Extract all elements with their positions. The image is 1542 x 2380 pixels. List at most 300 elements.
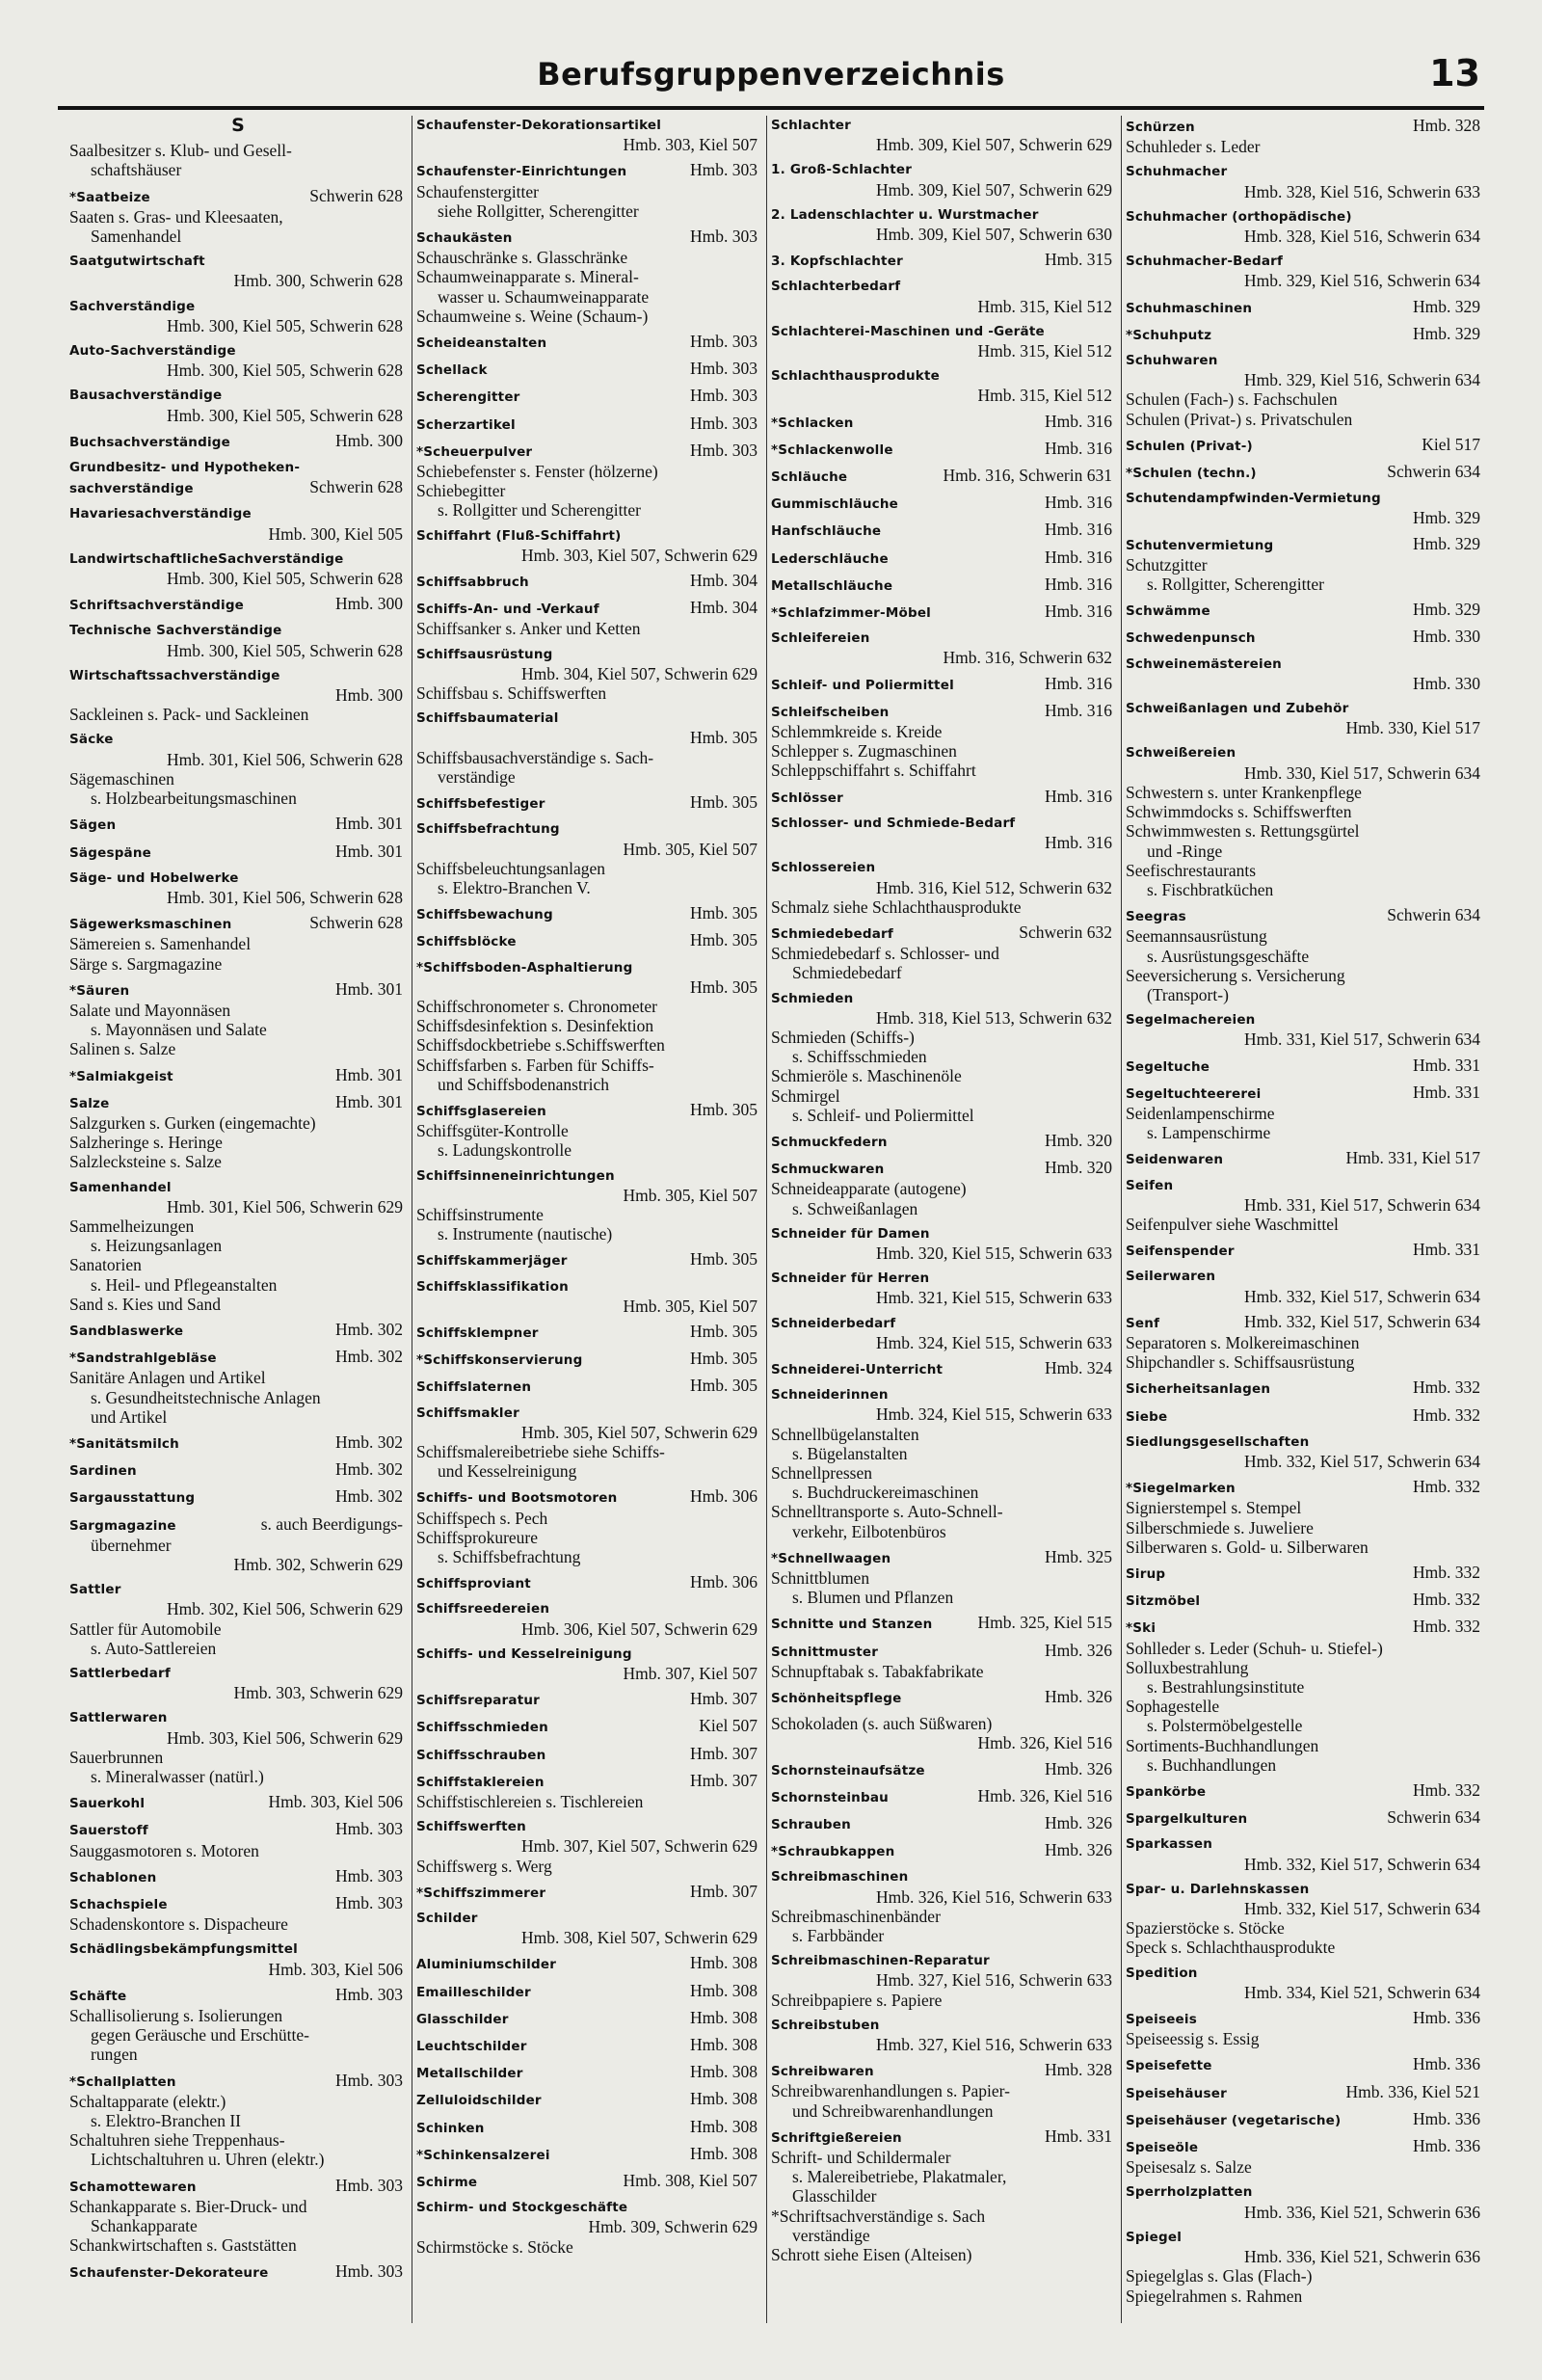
entry-heading: Schuhmacher (orthopädische) xyxy=(1126,208,1352,225)
entry-text: Schauschränke s. Glasschränke xyxy=(416,248,628,268)
entry-reference: Hmb. 308 xyxy=(690,2035,758,2055)
entry-heading-line xyxy=(69,842,407,863)
entry-heading: Schiffsbefestiger xyxy=(416,796,545,813)
entry-text: Schaumweinapparate s. Mineral- xyxy=(416,267,639,287)
entry-text: Silberschmiede s. Juweliere xyxy=(1126,1517,1314,1538)
directory-entry xyxy=(416,2062,761,2083)
entry-reference: Hmb. 308 xyxy=(690,1953,758,1973)
entry-heading-line xyxy=(416,930,761,951)
entry-reference: Hmb. 330 xyxy=(1413,627,1480,647)
entry-text: Saalbesitzer s. Klub- und Gesell- xyxy=(69,141,292,161)
entry-text-continued: Schmiedebedarf xyxy=(792,963,902,983)
directory-entry xyxy=(771,1314,1116,1352)
entry-heading: Sauerkohl xyxy=(69,1796,146,1812)
entry-text-continued: s. Schiffsschmieden xyxy=(792,1047,927,1067)
entry-text: Speisesalz s. Salze xyxy=(1126,2157,1252,2178)
entry-heading: *Schiffskonservierung xyxy=(416,1352,583,1369)
entry-heading: Seegras xyxy=(1126,909,1186,925)
entry-text-continued: s. Ausrüstungsgeschäfte xyxy=(1147,946,1310,966)
entry-heading: Schiffsausrüstung xyxy=(416,646,553,662)
directory-entry xyxy=(1126,699,1484,737)
directory-entry xyxy=(771,602,1116,623)
entry-reference: Hmb. 336, Kiel 521, Schwerin 636 xyxy=(1244,2202,1480,2222)
directory-entry xyxy=(771,628,1116,667)
entry-reference: Hmb. 326, Kiel 516, Schwerin 633 xyxy=(876,1886,1112,1907)
entry-text: Schiffsdockbetriebe s.Schiffswerften xyxy=(416,1035,665,1056)
entry-reference: Hmb. 305 xyxy=(690,930,758,950)
directory-entry xyxy=(69,504,407,543)
entry-reference: Hmb. 302 xyxy=(335,1459,403,1480)
entry-reference: Hmb. 336 xyxy=(1413,2054,1480,2074)
entry-heading: Schilder xyxy=(416,1911,478,1927)
entry-text-continued: s. Farbbänder xyxy=(792,1926,885,1946)
entry-heading: Schiffsreedereien xyxy=(416,1601,550,1618)
entry-heading: Schiffs- und Kesselreinigung xyxy=(416,1645,632,1662)
entry-text-continued: Schankapparate xyxy=(91,2216,198,2236)
entry-heading-line xyxy=(771,787,1116,808)
entry-text: Schmieden (Schiffs-) xyxy=(771,1027,915,1047)
entry-heading: Spar- u. Darlehnskassen xyxy=(1126,1881,1310,1897)
entry-heading-line xyxy=(416,1689,761,1710)
entry-heading: Schleifereien xyxy=(771,630,870,647)
entry-text: Schwestern s. unter Krankenpflege xyxy=(1126,782,1362,802)
entry-text-continued: s. Elektro-Branchen V. xyxy=(438,877,591,897)
entry-heading-line xyxy=(69,1985,407,2006)
entry-reference: Hmb. 305 xyxy=(690,728,758,748)
entry-reference: Hmb. 316 xyxy=(1045,520,1112,540)
directory-entry xyxy=(1126,743,1484,899)
directory-entry xyxy=(771,1224,1116,1263)
entry-heading: *Salmiakgeist xyxy=(69,1068,173,1084)
directory-entry xyxy=(416,1486,761,1566)
entry-text: Schankwirtschaften s. Gaststätten xyxy=(69,2235,297,2256)
entry-reference: Hmb. 303 xyxy=(690,386,758,406)
directory-entry xyxy=(771,701,1116,781)
directory-entry xyxy=(416,1376,761,1397)
entry-heading: Speisehäuser xyxy=(1126,2085,1227,2101)
entry-heading: Scherzartikel xyxy=(416,416,516,433)
entry-reference: Hmb. 300, Kiel 505 xyxy=(268,523,403,544)
entry-heading: *Siegelmarken xyxy=(1126,1481,1236,1497)
entry-reference: Hmb. 318, Kiel 513, Schwerin 632 xyxy=(876,1007,1112,1028)
directory-entry xyxy=(416,1404,761,1482)
entry-heading: Sauerstoff xyxy=(69,1823,148,1839)
entry-reference: Schwerin 634 xyxy=(1387,462,1480,482)
directory-entry xyxy=(416,1953,761,1974)
directory-entry xyxy=(69,1320,407,1341)
entry-text: Särge s. Sargmagazine xyxy=(69,953,223,974)
entry-heading: Schaufenster-Dekorationsartikel xyxy=(416,118,662,133)
entry-heading: Scherengitter xyxy=(416,389,520,406)
entry-heading: Schiffsabbruch xyxy=(416,575,529,591)
entry-reference: Hmb. 301, Kiel 506, Schwerin 628 xyxy=(167,749,403,769)
entry-heading: Sägespäne xyxy=(69,844,152,861)
entry-text: Schnittblumen xyxy=(771,1568,870,1588)
entry-reference: Hmb. 332, Kiel 517, Schwerin 634 xyxy=(1244,1451,1480,1471)
entry-heading-line xyxy=(416,1882,761,1903)
entry-reference: Hmb. 324, Kiel 515, Schwerin 633 xyxy=(876,1332,1112,1352)
directory-entry xyxy=(771,205,1116,244)
entry-reference: Hmb. 306, Kiel 507, Schwerin 629 xyxy=(521,1618,758,1639)
entry-heading-line xyxy=(69,477,407,498)
entry-text: Schiffsanker s. Anker und Ketten xyxy=(416,619,641,639)
directory-entry xyxy=(771,160,1116,199)
entry-heading-line xyxy=(1126,2008,1484,2029)
entry-text-continued: s. Mineralwasser (natürl.) xyxy=(91,1767,264,1787)
entry-text: Schaumweine s. Weine (Schaum-) xyxy=(416,306,649,326)
directory-entry xyxy=(416,332,761,353)
directory-entry xyxy=(416,1249,761,1270)
entry-text-continued: s. Blumen und Pflanzen xyxy=(792,1588,954,1608)
directory-entry xyxy=(416,160,761,221)
entry-reference: Hmb. 327, Kiel 516, Schwerin 633 xyxy=(876,2035,1112,2055)
directory-entry xyxy=(416,1599,761,1638)
entry-reference: Hmb. 316 xyxy=(1045,786,1112,806)
entry-reference: Hmb. 301 xyxy=(335,1064,403,1084)
entry-heading: Schellack xyxy=(416,362,488,379)
entry-reference: Hmb. 303 xyxy=(335,1865,403,1885)
directory-entry xyxy=(416,2008,761,2029)
entry-text: Schiffsbau s. Schiffswerften xyxy=(416,683,607,704)
directory-entry xyxy=(1126,162,1484,201)
entry-reference: Schwerin 628 xyxy=(309,477,403,497)
entry-heading: *Schlackenwolle xyxy=(771,441,893,458)
entry-heading-line xyxy=(1126,2136,1484,2157)
entry-reference: Hmb. 305 xyxy=(690,792,758,813)
directory-entry xyxy=(69,1819,407,1859)
directory-entry xyxy=(771,2126,1116,2264)
entry-reference: Hmb. 329 xyxy=(1413,533,1480,553)
entry-heading: Schiffsklempner xyxy=(416,1324,539,1341)
entry-heading-line xyxy=(1126,1780,1484,1802)
entry-reference: Hmb. 332 xyxy=(1413,1477,1480,1497)
directory-entry xyxy=(416,1882,761,1903)
entry-text: Schiffswerg s. Werg xyxy=(416,1856,552,1876)
entry-text: Schnellpressen xyxy=(771,1462,872,1483)
directory-entry xyxy=(1126,252,1484,290)
entry-reference: Hmb. 305 xyxy=(690,1376,758,1396)
entry-heading: Schiffs-An- und -Verkauf xyxy=(416,602,599,618)
entry-reference: Hmb. 305, Kiel 507 xyxy=(623,839,758,859)
entry-heading: Emailleschilder xyxy=(416,1984,531,2000)
entry-heading-line xyxy=(69,1792,407,1813)
entry-heading-line xyxy=(69,814,407,835)
entry-reference: Hmb. 303, Schwerin 629 xyxy=(233,1683,403,1703)
directory-entry xyxy=(1126,324,1484,345)
entry-heading-line xyxy=(69,1893,407,1914)
entry-reference: Hmb. 330, Kiel 517 xyxy=(1345,718,1480,738)
entry-reference: Hmb. 329 xyxy=(1413,600,1480,620)
directory-entry xyxy=(69,2071,407,2170)
entry-heading: *Scheuerpulver xyxy=(416,443,533,460)
entry-text: Seeversicherung s. Versicherung xyxy=(1126,965,1345,985)
entry-reference: Hmb. 320 xyxy=(1045,1130,1112,1150)
entry-text-continued: s. Holzbearbeitungsmaschinen xyxy=(91,789,297,809)
entry-reference: Hmb. 308 xyxy=(690,2007,758,2027)
entry-heading-line xyxy=(416,2117,761,2138)
entry-reference: Hmb. 315 xyxy=(1045,250,1112,270)
entry-heading-line xyxy=(1126,2109,1484,2130)
entry-heading-line xyxy=(69,913,407,934)
entry-text-continued: Glasschilder xyxy=(792,2186,877,2206)
entry-reference: Hmb. 303 xyxy=(690,359,758,379)
directory-entry xyxy=(69,1092,407,1172)
entry-heading-line xyxy=(69,2176,407,2197)
page-number: 13 xyxy=(1429,52,1480,94)
entry-heading-line xyxy=(69,594,407,615)
directory-entry xyxy=(771,1840,1116,1861)
directory-entry xyxy=(771,520,1116,541)
entry-text: Salzlecksteine s. Salze xyxy=(69,1152,222,1172)
entry-heading: 1. Groß-Schlachter xyxy=(771,162,913,178)
entry-reference: Hmb. 332, Kiel 517, Schwerin 634 xyxy=(1244,1311,1480,1331)
entry-heading: Schlosser- und Schmiede-Bedarf xyxy=(771,815,1016,831)
entry-heading-line xyxy=(69,1486,407,1508)
entry-heading: Sargmagazine xyxy=(69,1517,176,1534)
entry-heading-line xyxy=(69,1819,407,1840)
entry-heading-line xyxy=(771,674,1116,695)
directory-entry xyxy=(1126,1056,1484,1077)
entry-heading: Schiffswerften xyxy=(416,1819,526,1835)
entry-heading-line xyxy=(416,792,761,814)
entry-reference: Hmb. 332 xyxy=(1413,1590,1480,1610)
entry-heading: 3. Kopfschlachter xyxy=(771,254,903,270)
entry-reference: Hmb. 303, Kiel 506 xyxy=(268,1792,403,1812)
directory-entry xyxy=(771,277,1116,315)
directory-entry xyxy=(69,1178,407,1314)
entry-text: Schaufenstergitter xyxy=(416,181,539,201)
entry-text-continued: und Artikel xyxy=(91,1406,168,1427)
entry-heading: *Saatbeize xyxy=(69,189,150,205)
directory-entry xyxy=(1126,1240,1484,1261)
entry-heading: Schiffsglasereien xyxy=(416,1103,546,1119)
directory-entry xyxy=(1126,2228,1484,2306)
entry-heading: Senf xyxy=(1126,1315,1160,1331)
entry-heading-line xyxy=(69,186,407,207)
directory-entry xyxy=(416,227,761,326)
directory-entry xyxy=(416,1277,761,1316)
entry-reference: Hmb. 320, Kiel 515, Schwerin 633 xyxy=(876,1243,1112,1263)
directory-entry xyxy=(771,1269,1116,1307)
entry-reference: Hmb. 336, Kiel 521 xyxy=(1345,2081,1480,2101)
entry-text-continued: und Kesselreinigung xyxy=(438,1461,577,1482)
entry-text: Schiffstischlereien s. Tischlereien xyxy=(416,1792,644,1812)
entry-heading-line xyxy=(416,1771,761,1792)
directory-entry xyxy=(771,2060,1116,2121)
entry-heading-line xyxy=(416,160,761,181)
entry-reference: Hmb. 309, Kiel 507, Schwerin 629 xyxy=(876,135,1112,155)
entry-heading: Schaufenster-Dekorateure xyxy=(69,2264,269,2281)
entry-heading-line xyxy=(771,1687,1116,1708)
entry-reference: Hmb. 316 xyxy=(1045,574,1112,594)
directory-entry xyxy=(1126,1148,1484,1169)
entry-heading: Schweißereien xyxy=(1126,745,1236,762)
entry-heading-line xyxy=(416,1744,761,1765)
entry-reference: Hmb. 301 xyxy=(335,1091,403,1111)
entry-text: Schutzgitter xyxy=(1126,554,1208,575)
entry-heading-line xyxy=(771,2060,1116,2081)
directory-entry xyxy=(1126,905,1484,1004)
entry-heading: *Schiffszimmerer xyxy=(416,1885,546,1901)
directory-entry xyxy=(69,1708,407,1786)
directory-entry xyxy=(1126,2082,1484,2103)
entry-reference: Hmb. 316 xyxy=(1045,602,1112,622)
entry-text: Schnupftabak s. Tabakfabrikate xyxy=(771,1661,984,1681)
entry-text: Schmiedebedarf s. Schlosser- und xyxy=(771,944,999,964)
entry-reference: Hmb. 308 xyxy=(690,2143,758,2163)
entry-reference: Hmb. 302 xyxy=(335,1319,403,1339)
directory-entry xyxy=(69,913,407,974)
entry-reference: Hmb. 308 xyxy=(690,2116,758,2136)
entry-reference: Hmb. 300 xyxy=(335,685,403,706)
entry-heading-line xyxy=(771,923,1116,944)
entry-text: Schnelltransporte s. Auto-Schnell- xyxy=(771,1502,1003,1522)
entry-heading-line xyxy=(1126,1590,1484,1611)
entry-heading: Schriftgießereien xyxy=(771,2129,902,2146)
entry-text-continued: s. Heil- und Pflegeanstalten xyxy=(91,1274,278,1295)
entry-heading: Schutenvermietung xyxy=(1126,537,1274,553)
entry-text: Separatoren s. Molkereimaschinen xyxy=(1126,1332,1360,1352)
entry-heading: Spedition xyxy=(1126,1965,1198,1981)
directory-entry xyxy=(1126,462,1484,483)
entry-reference: Hmb. 328 xyxy=(1413,116,1480,135)
entry-heading: Wirtschaftssachverständige xyxy=(69,667,280,683)
entry-heading-line xyxy=(771,1131,1116,1152)
entry-text: Schiffsmalereibetriebe siehe Schiffs- xyxy=(416,1441,665,1461)
directory-column-4 xyxy=(1126,116,1484,2333)
directory-entry xyxy=(69,431,407,452)
directory-entry xyxy=(1126,627,1484,648)
entry-heading: Schiffsbaumaterial xyxy=(416,710,559,727)
entry-heading: Schädlingsbekämpfungsmittel xyxy=(69,1941,298,1958)
directory-entry xyxy=(416,116,761,154)
entry-text: Sand s. Kies und Sand xyxy=(69,1294,222,1314)
entry-reference: Hmb. 303 xyxy=(690,332,758,352)
directory-entry xyxy=(69,869,407,907)
entry-reference: Kiel 507 xyxy=(699,1716,758,1736)
entry-heading-line xyxy=(69,1065,407,1086)
directory-entry xyxy=(771,1613,1116,1634)
entry-heading: Schwämme xyxy=(1126,603,1210,620)
entry-reference: Hmb. 303, Kiel 507, Schwerin 629 xyxy=(521,545,758,565)
entry-text: Sophagestelle xyxy=(1126,1697,1220,1717)
entry-text-continued: und -Ringe xyxy=(1147,841,1223,861)
entry-heading-line xyxy=(1126,1563,1484,1584)
entry-heading-line xyxy=(1126,2054,1484,2075)
entry-heading: Sitzmöbel xyxy=(1126,1593,1201,1610)
directory-entry xyxy=(771,116,1116,154)
entry-reference: Hmb. 331 xyxy=(1413,1240,1480,1260)
entry-reference: Schwerin 628 xyxy=(309,185,403,205)
entry-text: Schokoladen (s. auch Süßwaren) xyxy=(771,1714,993,1734)
directory-entry xyxy=(416,1744,761,1765)
entry-text: Schiffschronometer s. Chronometer xyxy=(416,996,657,1016)
entry-text: Seifenpulver siehe Waschmittel xyxy=(1126,1214,1339,1234)
entry-heading-line xyxy=(771,1613,1116,1634)
entry-reference: Hmb. 332 xyxy=(1413,1404,1480,1425)
entry-reference: Hmb. 309, Kiel 507, Schwerin 630 xyxy=(876,225,1112,245)
entry-text: Sauggasmotoren s. Motoren xyxy=(69,1840,259,1860)
entry-text: Schleppschiffahrt s. Schiffahrt xyxy=(771,761,976,781)
directory-entry xyxy=(69,1939,407,1978)
directory-entry xyxy=(69,1065,407,1086)
entry-reference: Hmb. 332 xyxy=(1413,1377,1480,1398)
directory-entry xyxy=(1126,2054,1484,2075)
directory-entry xyxy=(69,1580,407,1658)
entry-heading: LandwirtschaftlicheSachverständige xyxy=(69,550,344,567)
entry-heading-line xyxy=(771,701,1116,722)
entry-reference: Hmb. 316 xyxy=(1045,547,1112,567)
entry-heading: Schreibmaschinen xyxy=(771,1869,909,1885)
entry-reference: Hmb. 301, Kiel 506, Schwerin 628 xyxy=(167,887,403,907)
entry-heading: Buchsachverständige xyxy=(69,434,231,450)
directory-entry xyxy=(1126,1880,1484,1958)
entry-heading: Schreibstuben xyxy=(771,2017,880,2033)
entry-heading: Schachspiele xyxy=(69,1897,168,1913)
entry-heading-line xyxy=(771,602,1116,623)
entry-heading: Schlösser xyxy=(771,789,843,806)
entry-heading-line xyxy=(1126,1617,1484,1638)
directory-entry xyxy=(771,1714,1116,1752)
directory-entry xyxy=(1126,1010,1484,1049)
entry-heading-line xyxy=(1126,324,1484,345)
entry-heading-line xyxy=(1126,1405,1484,1427)
entry-heading: *Schraubkappen xyxy=(771,1844,895,1860)
directory-entry xyxy=(69,116,407,135)
entry-heading-line xyxy=(771,1786,1116,1807)
entry-heading-line xyxy=(1126,2082,1484,2103)
entry-reference: Hmb. 301 xyxy=(335,814,403,834)
entry-heading-line xyxy=(771,1547,1116,1568)
directory-entry xyxy=(771,412,1116,433)
entry-reference: Hmb. 302 xyxy=(335,1347,403,1367)
entry-heading: *Schlacken xyxy=(771,414,854,431)
entry-text: Schwimmdocks s. Schiffswerften xyxy=(1126,802,1352,822)
directory-entry xyxy=(771,1358,1116,1379)
entry-text: Sanitäre Anlagen und Artikel xyxy=(69,1368,266,1388)
entry-text: Sackleinen s. Pack- und Sackleinen xyxy=(69,705,309,725)
entry-heading-line xyxy=(69,1092,407,1113)
entry-heading-line xyxy=(771,1813,1116,1834)
entry-reference: Hmb. 303 xyxy=(335,2070,403,2090)
entry-heading: *Sandstrahlgebläse xyxy=(69,1350,217,1367)
entry-heading-line xyxy=(416,1981,761,2002)
entry-heading-line xyxy=(771,250,1116,271)
directory-entry xyxy=(69,2176,407,2256)
entry-heading: Grundbesitz- und Hypotheken- xyxy=(69,460,301,476)
directory-entry xyxy=(1126,534,1484,595)
entry-heading: Schweinemästereien xyxy=(1126,655,1282,672)
entry-heading: Seifen xyxy=(1126,1177,1174,1193)
entry-text-continued: (Transport-) xyxy=(1147,984,1229,1004)
entry-heading: Säge- und Hobelwerke xyxy=(69,869,239,886)
directory-entry xyxy=(1126,1312,1484,1373)
entry-reference: Hmb. 336 xyxy=(1413,2136,1480,2156)
entry-heading-line xyxy=(771,2126,1116,2148)
directory-entry xyxy=(1126,1590,1484,1611)
entry-heading: Schlachterbedarf xyxy=(771,279,901,295)
directory-entry xyxy=(416,930,761,951)
entry-heading-line xyxy=(416,227,761,248)
entry-heading: sachverständige xyxy=(69,481,194,497)
entry-heading-line xyxy=(416,1486,761,1508)
entry-reference: Hmb. 307, Kiel 507, Schwerin 629 xyxy=(521,1836,758,1857)
entry-heading-line xyxy=(69,2071,407,2092)
directory-entry xyxy=(69,141,407,179)
entry-heading: Schuhmaschinen xyxy=(1126,300,1253,316)
entry-reference: Hmb. 304 xyxy=(690,598,758,618)
entry-heading: Sattlerbedarf xyxy=(69,1666,171,1682)
